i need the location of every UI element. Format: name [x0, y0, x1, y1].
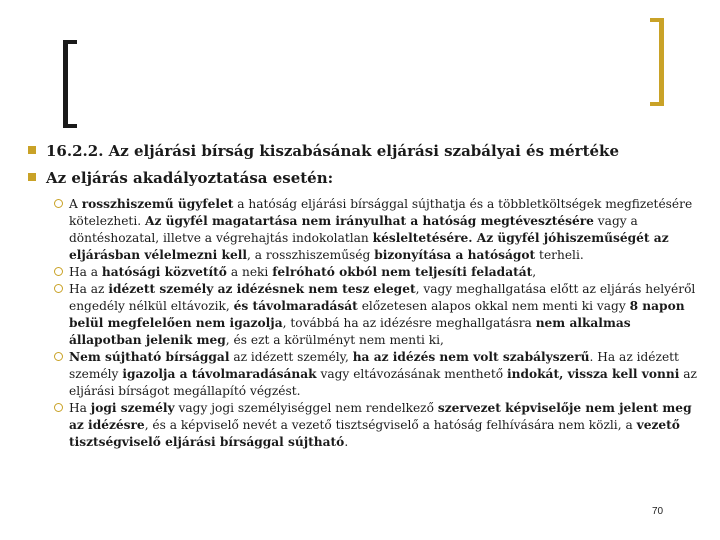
emphasis-text: nem alkalmas állapotban jelenik meg: [69, 316, 631, 347]
emphasis-text: szervezet képviselője nem jelent meg az idézésre: [69, 401, 692, 432]
body-text: A: [69, 197, 82, 211]
emphasis-text: 8 napon belül megfelelően nem igazolja: [69, 299, 685, 330]
body-text: az eljárási bírságot megállapító végzést.: [69, 367, 697, 398]
emphasis-text: idézett személy az idézésnek nem tesz eleget: [108, 282, 416, 296]
body-text: Ha: [69, 401, 91, 415]
emphasis-text: jogi személy: [90, 401, 175, 415]
body-text: terheli.: [535, 248, 584, 262]
body-text: .: [344, 435, 349, 449]
emphasis-text: hatósági közvetítő: [101, 265, 227, 279]
subheading-text: Az eljárás akadályoztatása esetén:: [46, 169, 334, 187]
decorative-bracket-left: [63, 40, 77, 128]
body-text: ,: [532, 265, 537, 279]
body-text: . Ha az idézett személy: [69, 350, 679, 381]
emphasis-text: igazolja a távolmaradásának: [122, 367, 317, 381]
emphasis-text: ha az idézés nem volt szabályszerű: [352, 350, 590, 364]
emphasis-text: és távolmaradását: [233, 299, 358, 313]
emphasis-text: rosszhiszemű ügyfelet: [81, 197, 234, 211]
body-text: vagy a döntéshozatal, illetve a végrehajtás indokolatlan: [69, 214, 638, 245]
body-text: , továbbá ha az idézésre meghallgatásra: [282, 316, 536, 330]
emphasis-text: késleltetésére. Az ügyfél jóhiszeműségét az eljárásban vélelmezni kell: [69, 231, 669, 262]
decorative-bracket-right: [650, 18, 664, 106]
emphasis-text: bizonyítása a hatóságot: [374, 248, 536, 262]
emphasis-text: vezető tisztségviselő eljárási bírsággal sújtható: [69, 418, 680, 449]
body-text: vagy eltávozásának menthető: [316, 367, 507, 381]
body-text: a hatóság eljárási bírsággal sújthatja és a többletköltségek megfizetésére kötelezheti.: [69, 197, 693, 228]
ring-bullet-icon: [54, 267, 63, 276]
body-text: a neki: [226, 265, 273, 279]
bullet-item: [52, 264, 697, 281]
bullet-list: [52, 196, 697, 451]
square-bullet-icon: [28, 146, 36, 154]
ring-bullet-icon: [54, 284, 63, 293]
body-text: Ha a: [69, 265, 102, 279]
subheading: [28, 169, 333, 187]
ring-bullet-icon: [54, 403, 63, 412]
body-text: , a rosszhiszeműség: [247, 248, 375, 262]
emphasis-text: indokát, vissza kell vonni: [506, 367, 680, 381]
body-text: előzetesen alapos okkal nem menti ki vagy: [357, 299, 630, 313]
bullet-item: [52, 281, 697, 349]
bullet-item: [52, 400, 697, 451]
page-number: 70: [652, 506, 664, 517]
emphasis-text: felróható okból nem teljesíti feladatát: [272, 265, 533, 279]
ring-bullet-icon: [54, 352, 63, 361]
section-heading: [28, 142, 619, 160]
body-text: vagy jogi személyiséggel nem rendelkező: [174, 401, 438, 415]
body-text: Ha az: [69, 282, 109, 296]
body-text: az idézett személy,: [229, 350, 353, 364]
body-text: , és ezt a körülményt nem menti ki,: [225, 333, 444, 347]
bullet-item: [52, 349, 697, 400]
body-text: , vagy meghallgatása előtt az eljárás helyéről engedély nélkül eltávozik,: [69, 282, 696, 313]
square-bullet-icon: [28, 173, 36, 181]
body-text: , és a képviselő nevét a vezető tisztségviselő a hatóság felhívására nem közli, a: [144, 418, 637, 432]
emphasis-text: Az ügyfél magatartása nem irányulhat a hatóság megtévesztésére: [144, 214, 594, 228]
emphasis-text: Nem sújtható bírsággal: [69, 350, 230, 364]
bullet-item: [52, 196, 697, 264]
ring-bullet-icon: [54, 199, 63, 208]
section-heading-text: 16.2.2. Az eljárási bírság kiszabásának eljárási szabályai és mértéke: [46, 142, 619, 160]
